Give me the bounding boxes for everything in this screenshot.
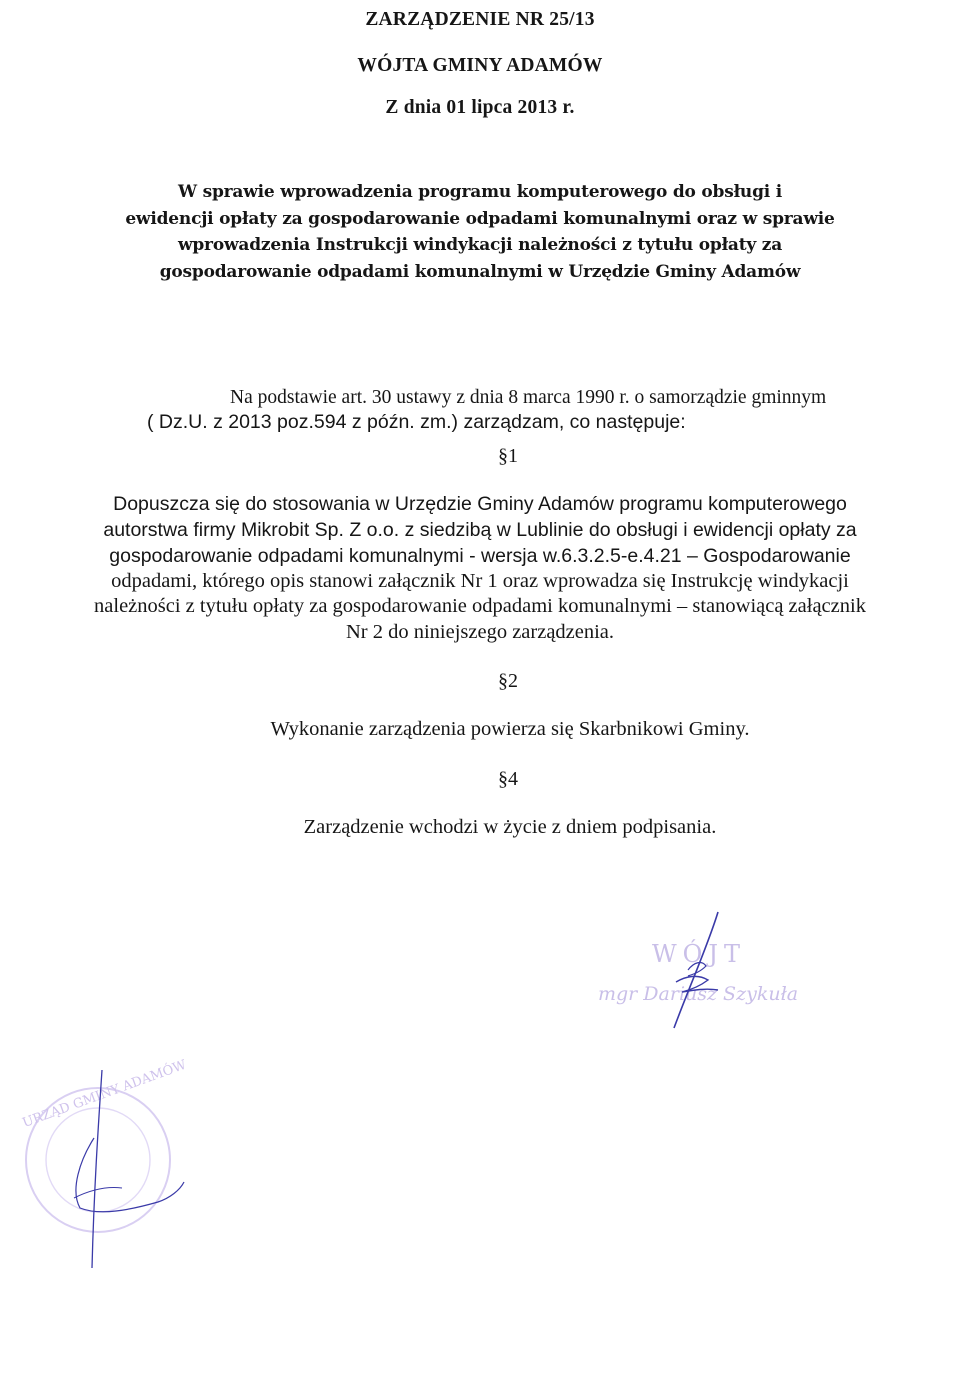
round-stamp-graphic: [10, 1040, 200, 1280]
handwritten-signature: [590, 900, 820, 1040]
section-text-line: Nr 2 do niniejszego zarządzenia.: [345, 621, 615, 643]
section-symbol: §4: [498, 768, 518, 790]
section-text-line: autorstwa firmy Mikrobit Sp. Z o.o. z siedzibą w Lublinie do obsługi i ewidencji opłaty za: [103, 519, 857, 541]
section-symbol: §2: [498, 670, 518, 692]
stamp-title: WÓJT: [652, 940, 746, 968]
section-text-line: Wykonanie zarządzenia powierza się Skarbnikowi Gminy.: [270, 718, 750, 740]
round-stamp-text: URZĄD GMINY ADAMÓW: [20, 1057, 189, 1131]
legal-basis-line: ( Dz.U. z 2013 poz.594 z późn. zm.) zarządzam, co następuje:: [147, 410, 686, 433]
section-text-line: Zarządzenie wchodzi w życie z dniem podpisania.: [303, 816, 717, 838]
round-official-stamp: [10, 1040, 200, 1280]
ordinance-number: ZARZĄDZENIE NR 25/13: [365, 9, 595, 30]
signature-stamp: [590, 900, 820, 1040]
issuer-title: WÓJTA GMINY ADAMÓW: [357, 55, 603, 76]
ordinance-date: Z dnia 01 lipca 2013 r.: [385, 97, 575, 118]
section-text-line: odpadami, którego opis stanowi załącznik Nr 1 oraz wprowadza się Instrukcję windykacji: [111, 570, 849, 592]
section-symbol: §1: [498, 445, 518, 467]
section-text-line: gospodarowanie odpadami komunalnymi - wersja w.6.3.2.5-e.4.21 – Gospodarowanie: [109, 545, 851, 567]
subject-line: wprowadzenia Instrukcji windykacji należności z tytułu opłaty za: [177, 235, 783, 255]
section-text-line: Dopuszcza się do stosowania w Urzędzie Gminy Adamów programu komputerowego: [113, 493, 847, 515]
legal-basis-line: Na podstawie art. 30 ustawy z dnia 8 marca 1990 r. o samorządzie gminnym: [230, 386, 827, 408]
subject-line: gospodarowanie odpadami komunalnymi w Urzędzie Gminy Adamów: [159, 262, 801, 282]
section-text-line: należności z tytułu opłaty za gospodarowanie odpadami komunalnymi – stanowiącą załącznik: [94, 595, 866, 617]
stamp-name: mgr Dariusz Szykuła: [598, 983, 799, 1005]
subject-line: ewidencji opłaty za gospodarowanie odpadami komunalnymi oraz w sprawie: [125, 209, 835, 229]
subject-line: W sprawie wprowadzenia programu komputerowego do obsługi i: [177, 182, 783, 202]
